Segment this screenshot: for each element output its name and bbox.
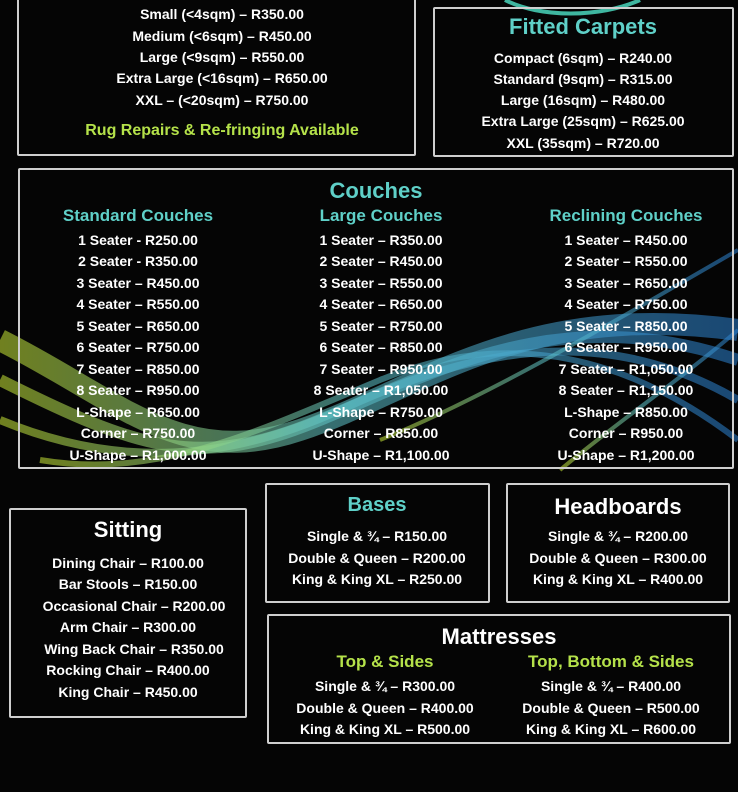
headboards-item: King & King XL – R400.00 — [532, 571, 704, 587]
mattress-item: Single & ¾ – R400.00 — [540, 678, 682, 694]
couch-item: 4 Seater – R750.00 — [564, 296, 688, 312]
couch-item: U-Shape – R1,100.00 — [312, 447, 450, 463]
couch-item: 6 Seater – R750.00 — [76, 339, 200, 355]
couch-item: 2 Seater – R450.00 — [319, 253, 443, 269]
couch-item: 1 Seater – R450.00 — [564, 232, 688, 248]
couch-item: 8 Seater – R1,150.00 — [558, 382, 694, 398]
carpet-item: Compact (6sqm) – R240.00 — [493, 50, 673, 66]
rug-item: XXL – (<20sqm) – R750.00 — [135, 92, 309, 108]
bases-item: Single & ¾ – R150.00 — [306, 528, 448, 544]
rug-item: Small (<4sqm) – R350.00 — [140, 6, 304, 22]
top-bottom-sides-title: Top, Bottom & Sides — [528, 652, 694, 671]
couch-item: L-Shape – R650.00 — [76, 404, 200, 420]
carpet-item: XXL (35sqm) – R720.00 — [506, 135, 660, 151]
couch-item: 1 Seater – R350.00 — [319, 232, 443, 248]
couch-item: 5 Seater – R750.00 — [319, 318, 443, 334]
top-sides-title: Top & Sides — [336, 652, 434, 671]
large-couches-title: Large Couches — [319, 206, 443, 225]
reclining-couches-title: Reclining Couches — [549, 206, 703, 225]
carpet-item: Standard (9sqm) – R315.00 — [493, 71, 673, 87]
bases-item: King & King XL – R250.00 — [291, 571, 463, 587]
couch-item: U-Shape – R1,200.00 — [557, 447, 695, 463]
couch-item: 4 Seater – R650.00 — [319, 296, 443, 312]
couch-item: U-Shape – R1,000.00 — [69, 447, 207, 463]
couch-item: 7 Seater – R850.00 — [76, 361, 200, 377]
couch-item: L-Shape – R750.00 — [319, 404, 443, 420]
rug-item: Medium (<6sqm) – R450.00 — [132, 28, 312, 44]
couch-item: Corner – R750.00 — [80, 425, 196, 441]
couch-item: 4 Seater – R550.00 — [76, 296, 200, 312]
couch-item: Corner – R950.00 — [568, 425, 684, 441]
couches-title: Couches — [329, 178, 423, 203]
carpet-item: Extra Large (25sqm) – R625.00 — [481, 113, 685, 129]
headboards-item: Single & ¾ – R200.00 — [547, 528, 689, 544]
sitting-item: King Chair – R450.00 — [58, 684, 198, 700]
headboards-title: Headboards — [554, 494, 682, 519]
sitting-item: Arm Chair – R300.00 — [59, 619, 197, 635]
couch-item: 8 Seater – R950.00 — [76, 382, 200, 398]
couch-item: 1 Seater - R250.00 — [78, 232, 198, 248]
sitting-title: Sitting — [93, 517, 163, 542]
mattress-item: Double & Queen – R400.00 — [296, 700, 474, 716]
couch-item: 2 Seater - R350.00 — [78, 253, 198, 269]
couch-item: 5 Seater – R850.00 — [564, 318, 688, 334]
standard-couches-title: Standard Couches — [62, 206, 214, 225]
mattress-item: King & King XL – R600.00 — [525, 721, 697, 737]
couch-item: 3 Seater – R650.00 — [564, 275, 688, 291]
sitting-item: Dining Chair – R100.00 — [52, 555, 204, 571]
couch-item: 7 Seater – R1,050.00 — [558, 361, 694, 377]
rug-repairs-note: Rug Repairs & Re-fringing Available — [85, 122, 359, 139]
couch-item: 8 Seater – R1,050.00 — [313, 382, 449, 398]
bases-title: Bases — [347, 494, 407, 516]
couch-item: 6 Seater – R950.00 — [564, 339, 688, 355]
sitting-item: Occasional Chair – R200.00 — [42, 598, 226, 614]
sitting-item: Rocking Chair – R400.00 — [46, 662, 210, 678]
bases-item: Double & Queen – R200.00 — [288, 550, 466, 566]
sitting-item: Wing Back Chair – R350.00 — [44, 641, 224, 657]
mattress-item: King & King XL – R500.00 — [299, 721, 471, 737]
carpet-item: Large (16sqm) – R480.00 — [500, 92, 666, 108]
rug-item: Extra Large (<16sqm) – R650.00 — [116, 70, 328, 86]
couch-item: 3 Seater – R450.00 — [76, 275, 200, 291]
headboards-item: Double & Queen – R300.00 — [529, 550, 707, 566]
couch-item: L-Shape – R850.00 — [564, 404, 688, 420]
couch-item: 7 Seater – R950.00 — [319, 361, 443, 377]
mattress-item: Single & ¾ – R300.00 — [314, 678, 456, 694]
couch-item: 5 Seater – R650.00 — [76, 318, 200, 334]
rug-item: Large (<9sqm) – R550.00 — [139, 49, 305, 65]
couch-item: Corner – R850.00 — [323, 425, 439, 441]
couch-item: 2 Seater – R550.00 — [564, 253, 688, 269]
couch-item: 6 Seater – R850.00 — [319, 339, 443, 355]
couch-item: 3 Seater – R550.00 — [319, 275, 443, 291]
fitted-carpets-title: Fitted Carpets — [509, 14, 657, 39]
mattress-item: Double & Queen – R500.00 — [522, 700, 700, 716]
mattresses-title: Mattresses — [441, 624, 557, 649]
sitting-item: Bar Stools – R150.00 — [58, 576, 198, 592]
